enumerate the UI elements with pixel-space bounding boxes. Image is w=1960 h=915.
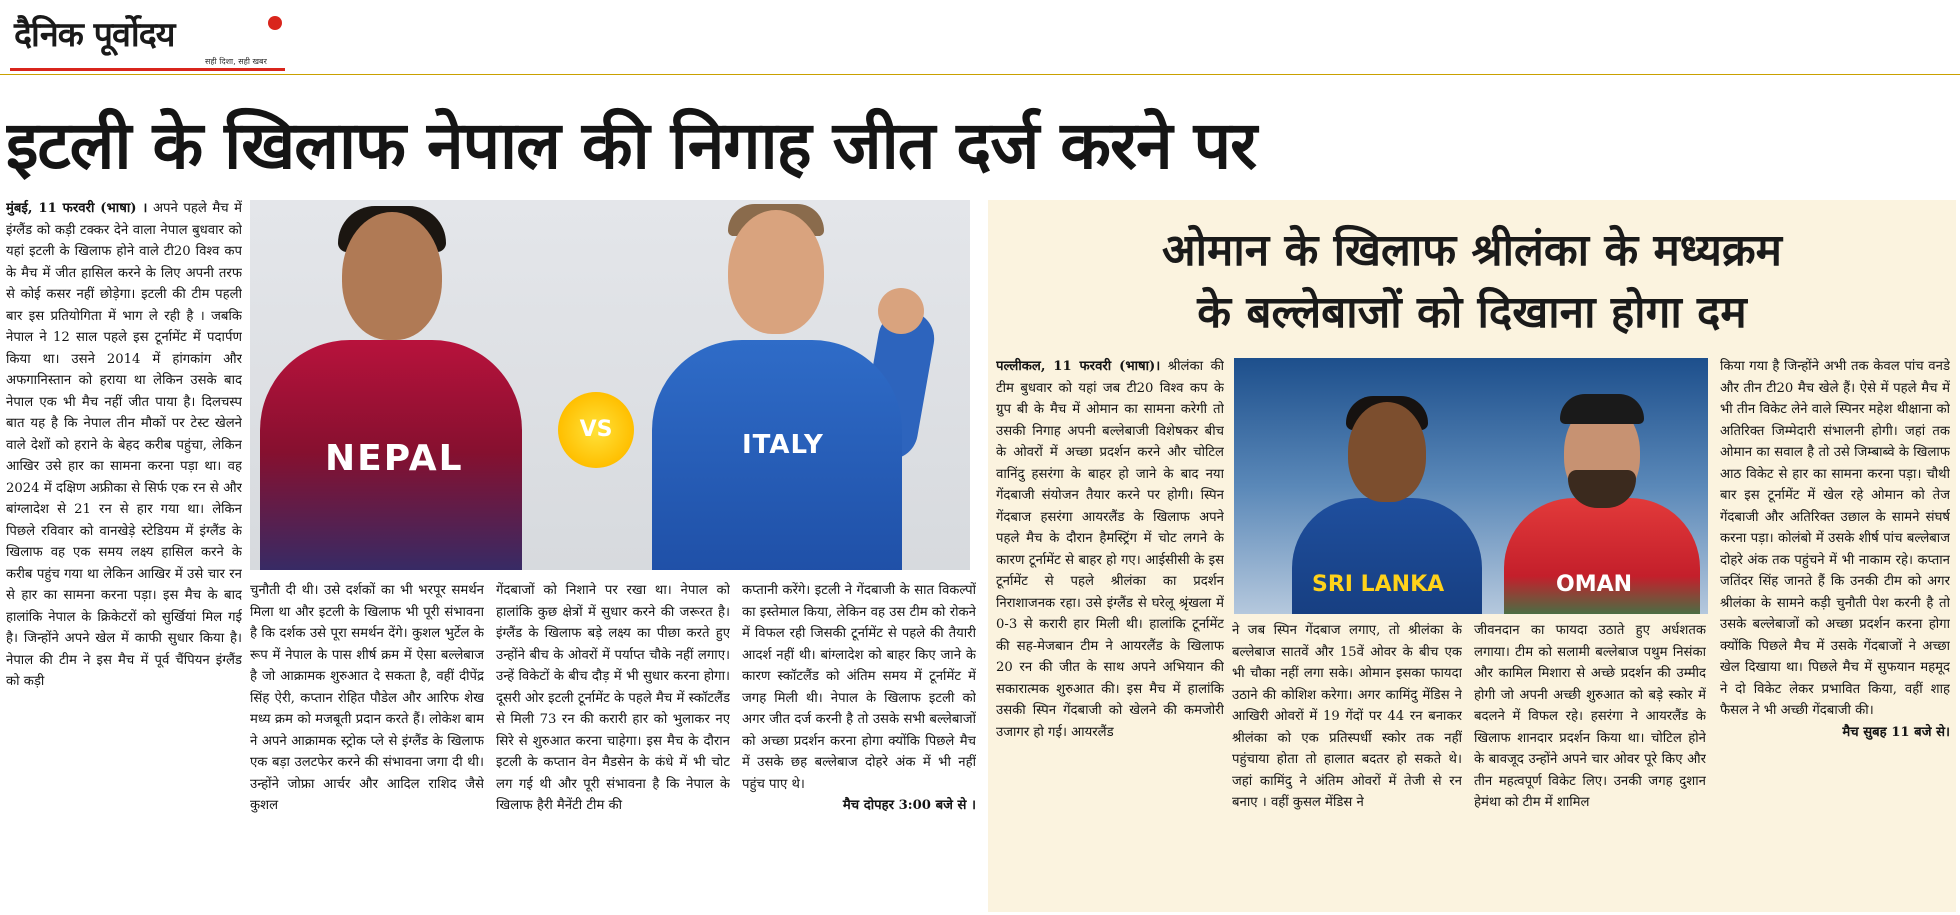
main-story-column-1-text: अपने पहले मैच में इंग्लैंड को कड़ी टक्कर देने वाला नेपाल बुधवार को यहां इटली के खिलाफ होने वाले टी20 विश्व कप के मैच में जीत हासिल करने के लिए अपनी तरफ से कोई कसर नहीं छोड़ेगा। इटली की टीम पहली बार इस प्रतियोगिता में भाग ले रही है । जबकि नेपाल ने 12 साल पहले इस टूर्नामेंट में पदार्पण किया था। उसने 2014 में हांगकांग और अफगानिस्तान को हराया था लेकिन उसके बाद नेपाल एक भी मैच नहीं जीत पाया है। दिलचस्प बात यह है कि नेपाल तीन मौकों पर टेस्ट खेलने वाले देशों को हराने के बेहद करीब पहुंचा, लेकिन आखिर उसे हार का सामना करना पड़ा था। वह 2024 में दक्षिण अफ्रीका से सिर्फ एक रन से और बांग्लादेश से 21 रन से हार गया था। लेकिन पिछले रविवार को वानखेड़े स्टेडियम में इंग्लैंड के खिलाफ वह एक समय लक्ष्य हासिल करने के करीब पहुंच गया था लेकिन आखिर में उसे चार रन से हार का सामना करना पड़ा। इस मैच के बाद हालांकि नेपाल के क्रिकेटरों को सुर्खियां मिल गई है। जिन्होंने अपने खेल में काफी सुधार किया है। नेपाल की टीम ने इस मैच में पूर्व चैंपियन इंग्लैंड को कड़ी [6, 201, 242, 689]
second-story-column-4: किया गया है जिन्होंने अभी तक केवल पांच वनडे और तीन टी20 मैच खेले हैं। ऐसे में पहले मैच में भी तीन विकेट लेने वाले स्पिनर महेश थीक्षाना को अतिरिक्त जिम्मेदारी संभालनी होगी। जहां तक ओमान का सवाल है तो उसे जिम्बाब्वे के खिलाफ आठ विकेट से हार का सामना करना पड़ा। चौथी बार इस टूर्नामेंट में खेल रहे ओमान को तेज गेंदबाजी और अतिरिक्त उछाल के सामने संघर्ष करना पड़ा। कोलंबो में उसके शीर्ष पांच बल्लेबाज दोहरे अंक तक पहुंचने में भी नाकाम रहे। कप्तान जतिंदर सिंह जानते हैं कि उनकी टीम को अगर श्रीलंका के सामने कड़ी चुनौती पेश करनी है तो उसके बल्लेबाजों को अच्छा प्रदर्शन करना होगा क्योंकि पिछले मैच में उसके गेंदबाजों ने अच्छा खेल दिखाया था। पिछले मैच में सुफयान महमूद ने दो विकेट लेकर प्रभावित किया, वहीं शाह फैसल ने भी अच्छी गेंदबाजी की। मैच सुबह 11 बजे से। [1720, 356, 1950, 912]
second-headline-line-2: के बल्लेबाजों को दिखाना होगा दम [1197, 287, 1747, 338]
second-story-match-time: मैच सुबह 11 बजे से। [1842, 724, 1950, 740]
main-story-dateline: मुंबई, 11 फरवरी (भाषा) । [6, 201, 148, 216]
main-headline: इटली के खिलाफ नेपाल की निगाह जीत दर्ज करने पर [6, 107, 1257, 184]
top-divider [0, 74, 1960, 75]
second-story-headline [988, 220, 1956, 344]
masthead-rule [10, 68, 285, 71]
second-story-column-1 [996, 356, 1224, 910]
italy-player-fist [878, 288, 924, 334]
main-story-column-1 [6, 198, 242, 910]
nepal-italy-photo [250, 200, 970, 570]
srilanka-jersey-text: SRI LANKA [1312, 572, 1445, 597]
srilanka-oman-photo [1234, 358, 1708, 614]
italy-player-face [728, 210, 824, 334]
second-story-column-3: जीवनदान का फायदा उठाते हुए अर्धशतक लगाया। टीम को सलामी बल्लेबाज पथुम निसंका और कामिल मिशारा से अच्छे प्रदर्शन की उम्मीद होगी जो अपनी अच्छी शुरुआत को बड़े स्कोर में बदलने में विफल रहे। हसरंगा ने आयरलैंड के खिलाफ शानदार प्रदर्शन किया था। चोटिल होने के बावजूद उन्होंने अपने चार ओवर पूरे किए और तीन महत्वपूर्ण विकेट लिए। उनकी जगह दुशान हेमंथा को टीम में शामिल [1474, 623, 1706, 810]
masthead-tagline: सही दिशा, सही खबर [205, 57, 267, 66]
vs-badge-icon: VS [558, 392, 634, 468]
main-story-column-4: कप्तानी करेंगे। इटली ने गेंदबाजी के सात विकल्पों का इस्तेमाल किया, लेकिन वह उस टीम को रोकने में विफल रही जिसकी टूर्नामेंट से पहले की तैयारी आदर्श नहीं थी। बांग्लादेश को बाहर किए जाने के कारण स्कॉटलैंड को अंतिम समय में टूर्नामेंट में जगह मिली थी। नेपाल के खिलाफ इटली को अगर जीत दर्ज करनी है तो उसके सभी बल्लेबाजों को अच्छा प्रदर्शन करना होगा क्योंकि पिछले मैच में उसके छह बल्लेबाज दोहरे अंक में भी नहीं पहुंच पाए थे। मैच दोपहर 3:00 बजे से । [742, 580, 976, 912]
oman-player-cap [1560, 394, 1644, 424]
nepal-player-face [342, 212, 442, 340]
second-story-column-2: ने जब स्पिन गेंदबाज लगाए, तो श्रीलंका के बल्लेबाज सातवें और 15वें ओवर के बीच एक भी चौका नहीं लगा सके। ओमान इसका फायदा उठाने की कोशिश करेगा। अगर कामिंदु मेंडिस ने आखिरी ओवरों में 19 गेंदों पर 44 रन बनाकर श्रीलंका को एक प्रतिस्पर्धी स्कोर तक नहीं पहुंचाया होता तो हालात बदतर हो सकते थे। जहां कामिंदु ने अंतिम ओवरों में तेजी से रन बनाए । वहीं कुसल मेंडिस ने [1232, 623, 1462, 810]
main-story-column-3: गेंदबाजों को निशाने पर रखा था। नेपाल को हालांकि कुछ क्षेत्रों में सुधार करने की जरूरत है। इंग्लैंड के खिलाफ बड़े लक्ष्य का पीछा करते हुए उन्होंने बीच के ओवरों में पर्याप्त चौके नहीं लगाए। उन्हें विकेटों के बीच दौड़ में भी सुधार करना होगा। दूसरी ओर इटली टूर्नामेंट के पहले मैच में स्कॉटलैंड से मिली 73 रन की करारी हार को भुलाकर नए सिरे से शुरुआत करना चाहेगा। इस मैच के दौरान इटली के कप्तान वेन मैडसेन के कंधे में भी चोट लग गई थी और पूरी संभावना है कि नेपाल के खिलाफ हैरी मैनेंटी टीम की [496, 583, 730, 813]
main-story-column-2: चुनौती दी थी। उसे दर्शकों का भी भरपूर समर्थन मिला था और इटली के खिलाफ भी पूरी संभावना है कि दर्शक उसे पूरा समर्थन देंगे। कुशल भुर्टेल के रूप में नेपाल के पास शीर्ष क्रम में ऐसा बल्लेबाज है जो आक्रामक शुरुआत दे सकता है, वहीं दीपेंद्र सिंह ऐरी, कप्तान रोहित पौडेल और आरिफ शेख मध्य क्रम को मजबूती प्रदान करते हैं। लोकेश बाम ने अपने आक्रामक स्ट्रोक प्ले से इंग्लैंड के खिलाफ एक बड़ा उलटफेर करने की संभावना जगा दी थी। उन्होंने जोफ्रा आर्चर और आदिल राशिद जैसे कुशल [250, 583, 484, 813]
oman-jersey-text: OMAN [1556, 572, 1633, 597]
logo-sun-icon [268, 16, 282, 30]
masthead [10, 6, 290, 72]
second-headline-line-1: ओमान के खिलाफ श्रीलंका के मध्यक्रम [1162, 225, 1782, 276]
nepal-jersey-text: NEPAL [325, 438, 464, 479]
italy-jersey-text: ITALY [742, 430, 824, 460]
newspaper-logo: दैनिक पूर्वोदय [14, 15, 175, 55]
srilanka-player-face [1348, 402, 1426, 502]
second-story-dateline: पल्लीकल, 11 फरवरी (भाषा)। [996, 359, 1161, 374]
second-story-column-1-text: श्रीलंका की टीम बुधवार को यहां जब टी20 विश्व कप के ग्रुप बी के मैच में ओमान का सामना करेगी तो उसकी निगाह अपनी बल्लेबाजी विशेषकर बीच के ओवरों में अच्छा प्रदर्शन करने और चोटिल वानिंदु हसरंगा के बाहर हो जाने के बाद नया गेंदबाजी संयोजन तैयार करने पर होगी। स्पिन गेंदबाज हसरंगा आयरलैंड के खिलाफ अपने पहले मैच के दौरान हैमस्ट्रिंग में चोट लगने के कारण टूर्नामेंट से बाहर हो गए। आईसीसी के इस टूर्नामेंट से पहले श्रीलंका का प्रदर्शन निराशाजनक रहा। उसे इंग्लैंड से घरेलू श्रृंखला में 0-3 से करारी हार मिली थी। हालांकि टूर्नामेंट की सह-मेजबान टीम ने आयरलैंड के खिलाफ 20 रन की जीत के साथ अपने अभियान की सकारात्मक शुरुआत की। इस मैच में हालांकि उसकी स्पिन गेंदबाजी को खेलने की कमजोरी उजागर हो गई। आयरलैंड [996, 359, 1224, 740]
main-story-match-time: मैच दोपहर 3:00 बजे से । [842, 798, 976, 813]
